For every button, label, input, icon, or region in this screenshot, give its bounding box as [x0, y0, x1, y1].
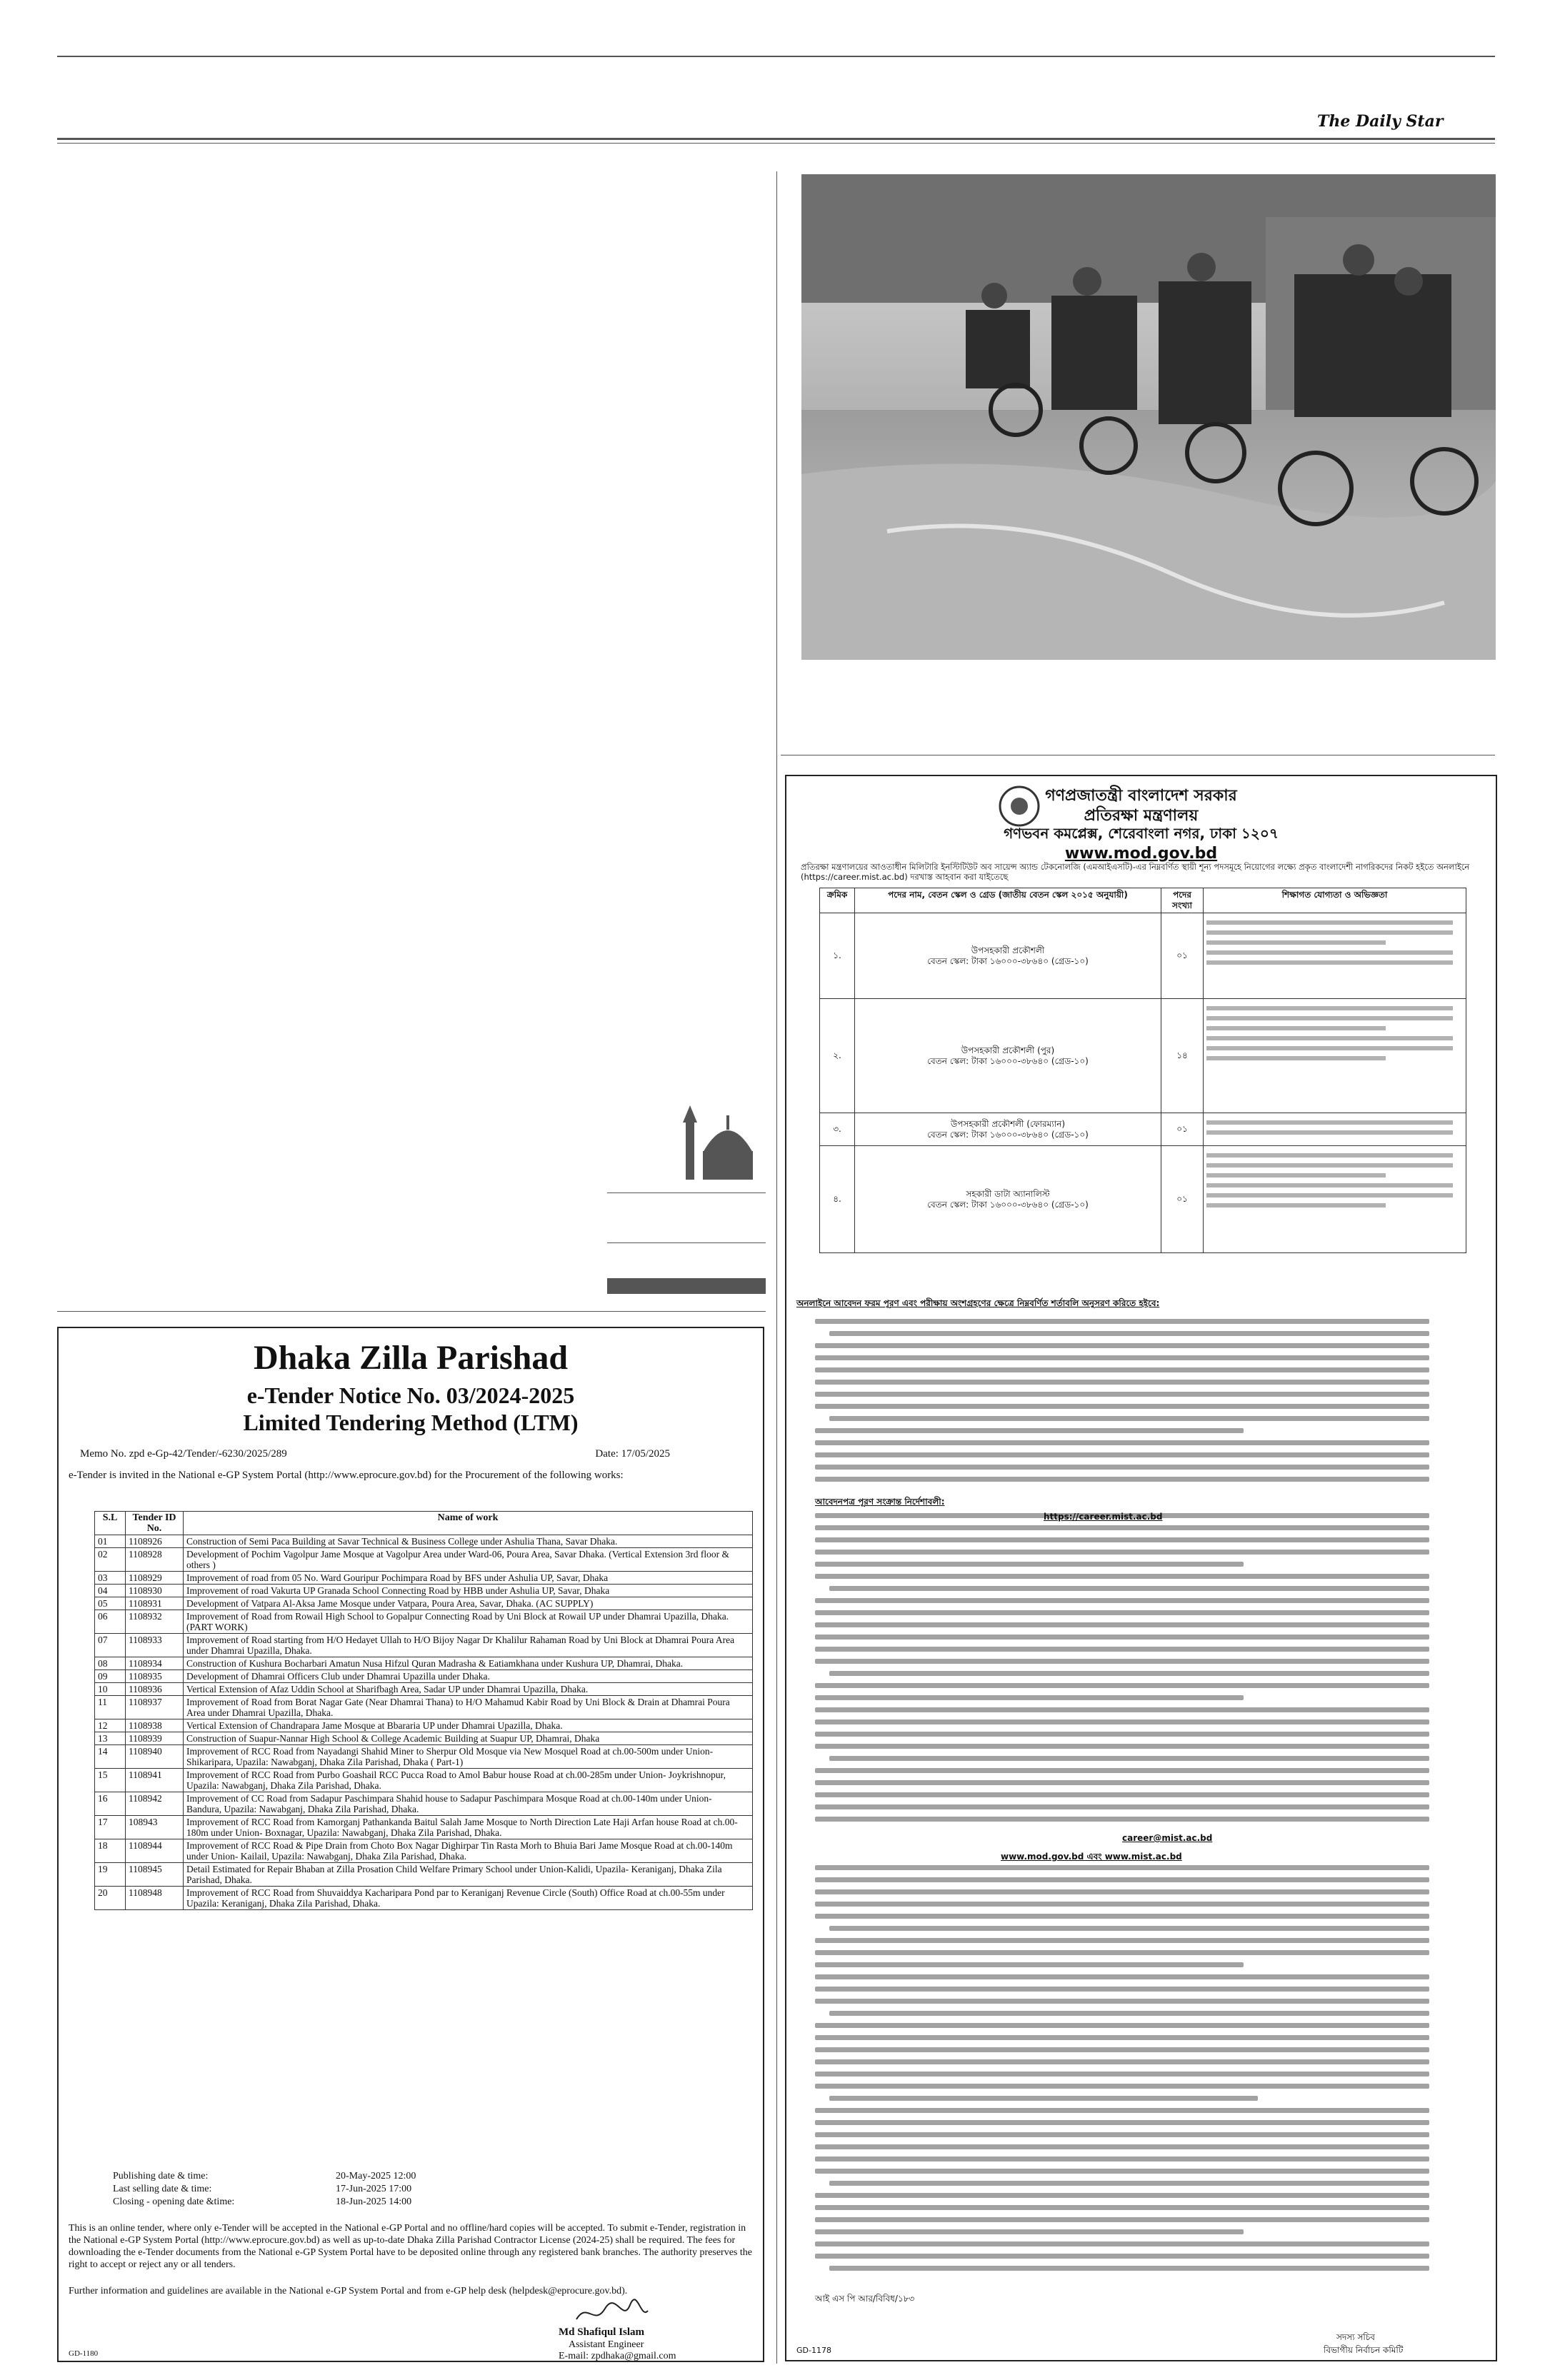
text-line: [1206, 1193, 1453, 1197]
text-line: [815, 1877, 1429, 1882]
text-line: [815, 1343, 1429, 1348]
post-name: উপসহকারী প্রকৌশলী (ফোরম্যান): [950, 1118, 1066, 1129]
cell-id: 1108945: [126, 1863, 184, 1887]
tender-notice: [57, 1327, 764, 2362]
text-line: [815, 1974, 1429, 1979]
cell-sl: 05: [95, 1597, 126, 1610]
text-line: [815, 2229, 1244, 2234]
tender-table: [94, 1511, 753, 1910]
text-line: [815, 2193, 1429, 2198]
post-row: [820, 913, 1466, 999]
table-row: [95, 1634, 753, 1657]
text-line: [815, 1622, 1429, 1627]
govt-sign1: সদস্য সচিব: [1336, 2332, 1375, 2342]
news-photo: [801, 174, 1496, 660]
cell-id: 1108937: [126, 1696, 184, 1719]
contact-email: career@mist.ac.bd: [1122, 1833, 1213, 1843]
dark-bar: [607, 1278, 766, 1294]
table-row: [95, 1887, 753, 1910]
text-line: [815, 1550, 1429, 1555]
text-line: [815, 2254, 1429, 2259]
cell-work: Development of Dhamrai Officers Club under Dhamrai Upazilla under Dhaka.: [184, 1670, 753, 1683]
text-line: [815, 2108, 1429, 2113]
text-line: [815, 1902, 1429, 1907]
table-row: [95, 1769, 753, 1792]
text-line: [815, 1659, 1429, 1664]
col-sl: S.L: [95, 1512, 126, 1535]
text-line: [815, 1987, 1429, 1992]
text-line: [829, 1331, 1429, 1336]
cell-work: Improvement of CC Road from Sadapur Paschimpara Shahid house to Sadapur Paschimpara Mosque Road at ch.00-140m under Union- Bandura, Upazila: Nawabganj, Dhaka Zila Parishad, Dhaka.: [184, 1792, 753, 1816]
column-divider: [776, 171, 777, 2364]
text-line: [829, 1586, 1429, 1591]
signer-name: Md Shafiqul Islam: [559, 2326, 645, 2338]
text-line: [1206, 1130, 1453, 1135]
signer-title: Assistant Engineer: [569, 2339, 644, 2350]
text-line: [815, 1707, 1429, 1712]
post-scale: বেতন স্কেল: টাকা ১৬০০০-৩৮৬৪০ (গ্রেড-১০): [927, 1199, 1089, 1210]
govt-recruitment-ad: [785, 775, 1497, 2361]
cell-work: Construction of Kushura Bocharbari Amatun Nusa Hifzul Quran Madrasha & Eatiamkhana under Kushura UP, Dhamrai, Dhaka.: [184, 1657, 753, 1670]
text-line: [829, 2011, 1429, 2016]
text-line: [815, 2084, 1429, 2089]
text-line: [815, 1683, 1429, 1688]
post-name: উপসহকারী প্রকৌশলী (পুর): [961, 1045, 1055, 1055]
cell-sl: 15: [95, 1769, 126, 1792]
table-row: [95, 1816, 753, 1839]
last-selling-value: 17-Jun-2025 17:00: [336, 2184, 412, 2194]
post-count: ১৪: [1161, 999, 1204, 1113]
text-line: [815, 1355, 1429, 1360]
cell-work: Improvement of road Vakurta UP Granada School Connecting Road by HBB under Ashulia UP, Savar, Dhaka: [184, 1585, 753, 1597]
mosque-logo: [681, 1101, 757, 1180]
tender-notice-no: e-Tender Notice No. 03/2024-2025: [246, 1382, 575, 1408]
publishing-label: Publishing date & time:: [113, 2171, 209, 2181]
tender-method: Limited Tendering Method (LTM): [243, 1410, 579, 1435]
text-line: [815, 1647, 1429, 1652]
cell-id: 1108944: [126, 1839, 184, 1863]
cell-work: Improvement of Road from Rowail High School to Gopalpur Connecting Road by Uni Block at Rowail UP under Dhamrai Upazilla, Dhaka. (PART WORK): [184, 1610, 753, 1634]
text-line: [1206, 1183, 1453, 1188]
text-line: [815, 1889, 1429, 1894]
cell-sl: 11: [95, 1696, 126, 1719]
cell-sl: 07: [95, 1634, 126, 1657]
masthead: The Daily Star: [1317, 112, 1444, 131]
text-line: [815, 1732, 1429, 1737]
cell-id: 1108935: [126, 1670, 184, 1683]
cell-id: 1108941: [126, 1769, 184, 1792]
text-line: [815, 1574, 1429, 1579]
post-qualification: [1204, 1113, 1466, 1146]
section-rule: [57, 1311, 766, 1312]
text-line: [815, 2047, 1429, 2052]
text-line: [815, 2120, 1429, 2125]
closing-value: 18-Jun-2025 14:00: [336, 2196, 412, 2207]
text-line: [829, 1926, 1429, 1931]
post-row: [820, 1113, 1466, 1146]
table-row: [95, 1597, 753, 1610]
cell-work: Development of Pochim Vagolpur Jame Mosque at Vagolpur Area under Ward-06, Poura Area, Savar Dhaka. (Vertical Extension 3rd floor & others ): [184, 1548, 753, 1572]
text-line: [815, 1865, 1429, 1870]
text-line: [1206, 960, 1453, 965]
cell-sl: 03: [95, 1572, 126, 1585]
text-line: [829, 1416, 1429, 1421]
post-count: ০১: [1161, 913, 1204, 999]
cell-id: 1108933: [126, 1634, 184, 1657]
text-line: [815, 1950, 1429, 1955]
text-line: [815, 2023, 1429, 2028]
cell-id: 1108932: [126, 1610, 184, 1634]
table-row: [95, 1683, 753, 1696]
text-line: [815, 1404, 1429, 1409]
text-line: [815, 1768, 1429, 1773]
tender-date: Date: 17/05/2025: [595, 1448, 670, 1460]
cell-sl: 01: [95, 1535, 126, 1548]
cell-work: Vertical Extension of Afaz Uddin School at Sharifbagh Area, Sadar UP under Dhamrai Upazilla, Dhaka.: [184, 1683, 753, 1696]
text-line: [1206, 1036, 1453, 1040]
cell-id: 1108931: [126, 1597, 184, 1610]
text-line: [815, 1319, 1429, 1324]
text-line: [1206, 1153, 1453, 1158]
text-line: [1206, 1006, 1453, 1010]
cell-sl: 12: [95, 1719, 126, 1732]
text-line: [815, 1465, 1429, 1470]
govt-line1: গণপ্রজাতন্ত্রী বাংলাদেশ সরকার: [1045, 787, 1237, 805]
cell-work: Vertical Extension of Chandrapara Jame Mosque at Bbararia UP under Dhamrai Upazilla, Dhaka.: [184, 1719, 753, 1732]
signer-email: E-mail: zpdhaka@gmail.com: [559, 2351, 676, 2361]
cell-work: Improvement of RCC Road from Purbo Goashail RCC Pucca Road to Amol Babur house Road at ch.00-285m under Union- Joykrishnopur, Upazila: Nawabganj, Dhaka Zila Parishad, Dhaka.: [184, 1769, 753, 1792]
table-row: [95, 1535, 753, 1548]
text-line: [815, 1719, 1429, 1724]
table-row: [95, 1572, 753, 1585]
cell-id: 1108926: [126, 1535, 184, 1548]
cell-sl: 04: [95, 1585, 126, 1597]
cell-sl: 17: [95, 1816, 126, 1839]
text-line: [815, 2217, 1429, 2222]
top-rule: [57, 56, 1495, 57]
post-count: ০১: [1161, 1113, 1204, 1146]
text-line: [815, 1440, 1429, 1445]
text-line: [1206, 1203, 1386, 1207]
col-tender-id: Tender ID No.: [126, 1512, 184, 1535]
text-line: [815, 2035, 1429, 2040]
text-line: [815, 1817, 1429, 1822]
table-row: [95, 1657, 753, 1670]
text-line: [829, 1671, 1429, 1676]
post-name-cell: [855, 1146, 1161, 1253]
text-line: [829, 2096, 1258, 2101]
col-serial: ক্রমিক: [820, 888, 855, 913]
post-serial: ১.: [820, 913, 855, 999]
text-line: [815, 1562, 1244, 1567]
tender-org: Dhaka Zilla Parishad: [253, 1339, 569, 1377]
cell-id: 1108939: [126, 1732, 184, 1745]
cell-sl: 13: [95, 1732, 126, 1745]
text-line: [815, 1635, 1429, 1640]
text-line: [815, 2205, 1429, 2210]
cell-sl: 16: [95, 1792, 126, 1816]
text-line: [829, 2266, 1429, 2271]
text-line: [815, 1452, 1429, 1457]
text-line: [1206, 1173, 1386, 1178]
cell-work: Improvement of Road from Borat Nagar Gate (Near Dhamrai Thana) to H/O Mahamud Kabir Road by Uni Block & Drain at Dhamrai Poura Area under Dhamrai Upazilla, Dhaka.: [184, 1696, 753, 1719]
text-line: [815, 2059, 1429, 2064]
table-row: [95, 1585, 753, 1597]
text-line: [815, 2156, 1429, 2161]
post-scale: বেতন স্কেল: টাকা ১৬০০০-৩৮৬৪০ (গ্রেড-১০): [927, 955, 1089, 966]
text-line: [1206, 1026, 1386, 1030]
text-line: [829, 1756, 1429, 1761]
text-line: [815, 1428, 1244, 1433]
govt-line3: গণভবন কমপ্লেক্স, শেরেবাংলা নগর, ঢাকা ১২০৭: [1004, 825, 1279, 842]
last-selling-label: Last selling date & time:: [113, 2184, 212, 2194]
post-row: [820, 1146, 1466, 1253]
cell-work: Improvement of road from 05 No. Ward Gouripur Pochimpara Road by BFS under Ashulia UP, Savar, Dhaka: [184, 1572, 753, 1585]
text-line: [815, 1780, 1429, 1785]
cell-sl: 20: [95, 1887, 126, 1910]
text-line: [815, 1525, 1429, 1530]
text-line: [1206, 930, 1453, 935]
post-scale: বেতন স্কেল: টাকা ১৬০০০-৩৮৬৪০ (গ্রেড-১০): [927, 1129, 1089, 1140]
cell-sl: 10: [95, 1683, 126, 1696]
col-count: পদের সংখ্যা: [1161, 888, 1204, 913]
portal-link: https://career.mist.ac.bd: [1044, 1512, 1163, 1522]
text-line: [1206, 1120, 1453, 1125]
text-line: [815, 1792, 1429, 1797]
text-line: [815, 1962, 1244, 1967]
signature: [573, 2298, 651, 2326]
cell-sl: 14: [95, 1745, 126, 1769]
cell-id: 1108930: [126, 1585, 184, 1597]
cell-id: 1108928: [126, 1548, 184, 1572]
text-line: [815, 1938, 1429, 1943]
text-line: [815, 1537, 1429, 1542]
post-serial: ২.: [820, 999, 855, 1113]
header-rule-2: [57, 143, 1495, 144]
table-row: [95, 1839, 753, 1863]
post-qualification: [1204, 1146, 1466, 1253]
text-line: [815, 1914, 1429, 1919]
post-serial: ৩.: [820, 1113, 855, 1146]
text-line: [815, 1744, 1429, 1749]
text-line: [815, 1367, 1429, 1372]
text-line: [815, 2241, 1429, 2246]
post-row: [820, 999, 1466, 1113]
post-count: ০১: [1161, 1146, 1204, 1253]
cell-work: Improvement of Road starting from H/O Hedayet Ullah to H/O Bijoy Nagar Dr Khalilur Rahaman Road by Uni Block at Dhamrai Poura Area under Dhamrai Upazilla, Dhaka.: [184, 1634, 753, 1657]
post-scale: বেতন স্কেল: টাকা ১৬০০০-৩৮৬৪০ (গ্রেড-১০): [927, 1055, 1089, 1066]
post-qualification: [1204, 999, 1466, 1113]
box-rule-2: [607, 1242, 766, 1243]
text-line: [815, 1477, 1429, 1482]
tender-gd: GD-1180: [69, 2349, 99, 2358]
cell-sl: 08: [95, 1657, 126, 1670]
table-row: [95, 1732, 753, 1745]
header-rule: [57, 138, 1495, 140]
post-name-cell: [855, 913, 1161, 999]
text-line: [1206, 950, 1453, 955]
online-heading: আবেদনপত্র পূরণ সংক্রান্ত নির্দেশাবলী:: [815, 1497, 945, 1507]
table-row: [95, 1863, 753, 1887]
cell-id: 1108942: [126, 1792, 184, 1816]
text-line: [1206, 1056, 1386, 1060]
cell-id: 1108934: [126, 1657, 184, 1670]
post-qualification: [1204, 913, 1466, 999]
cell-sl: 18: [95, 1839, 126, 1863]
closing-label: Closing - opening date &time:: [113, 2196, 235, 2207]
text-line: [1206, 1163, 1453, 1168]
post-name-cell: [855, 1113, 1161, 1146]
govt-intro: প্রতিরক্ষা মন্ত্রণালয়ের আওতাধীন মিলিটারি ইনস্টিটিউট অব সায়েন্স অ্যান্ড টেকনোলজি (এমআইএসটি)-এর নিম্নবর্ণিত স্থায়ী শূন্য পদসমূহে নিয়োগের লক্ষ্যে প্রকৃত বাংলাদেশী নাগরিকদের নিকট হইতে অনলাইনে (https://career.mist.ac.bd) দরখাস্ত আহবান করা যাইতেছে: [801, 862, 1470, 882]
cell-work: Improvement of RCC Road from Nayadangi Shahid Miner to Sherpur Old Mosque via New Mosquel Road at ch.00-500m under Union- Shikaripara, Upazila: Nawabganj, Dhaka Zila Parishad, Dhaka ( Part-1): [184, 1745, 753, 1769]
cell-id: 1108948: [126, 1887, 184, 1910]
cell-id: 108943: [126, 1816, 184, 1839]
websites: www.mod.gov.bd এবং www.mist.ac.bd: [1001, 1852, 1182, 1862]
govt-website: www.mod.gov.bd: [1064, 845, 1218, 863]
cell-work: Improvement of RCC Road from Kamorganj Pathankanda Baitul Salah Jame Mosque to North Direction Late Haji Arfan house Road at ch.00-180m under Union- Boxnagar, Upazila: Nawabganj, Dhaka Zila Parishad, Dhaka.: [184, 1816, 753, 1839]
table-row: [95, 1670, 753, 1683]
post-name: উপসহকারী প্রকৌশলী: [971, 945, 1045, 955]
tender-para1: This is an online tender, where only e-Tender will be accepted in the National e-GP Portal and no offline/hard copies will be accepted. To submit e-Tender, registration in the National e-GP System Portal (http://www.eprocure.gov.bd) as well as up-to-date Dhaka Zilla Parishad Contractor License (2024-25) shall be required. The fees for downloading the e-Tender documents from the National e-GP System Portal have to be deposited online through any registered bank branches. The authority preserves the right to accept or reject any or all tenders.: [69, 2223, 752, 2270]
post-name: সহকারী ডাটা অ্যানালিস্ট: [966, 1188, 1050, 1199]
text-line: [815, 1999, 1429, 2004]
text-line: [815, 1695, 1244, 1700]
cell-work: Development of Vatpara Al-Aksa Jame Mosque under Vatpara, Poura Area, Savar, Dhaka. (AC SUPPLY): [184, 1597, 753, 1610]
table-row: [95, 1719, 753, 1732]
section-heading: অনলাইনে আবেদন ফরম পূরণ এবং পরীক্ষায় অংশগ্রহণের ক্ষেত্রে নিম্নবর্ণিত শর্তাবলি অনুসরণ করিতে হইবে:: [796, 1298, 1160, 1308]
post-serial: ৪.: [820, 1146, 855, 1253]
text-line: [815, 2169, 1429, 2174]
col-work: Name of work: [184, 1512, 753, 1535]
cell-work: Improvement of RCC Road from Shuvaiddya Kacharipara Pond par to Keraniganj Revenue Circle (South) Office Road at ch.00-55m under Upazila: Keraniganj, Dhaka Zila Parishad, Dhaka.: [184, 1887, 753, 1910]
text-line: [815, 1598, 1429, 1603]
post-name-cell: [855, 999, 1161, 1113]
cell-id: 1108938: [126, 1719, 184, 1732]
table-row: [95, 1792, 753, 1816]
govt-ref: আই এস পি আর/বিবিধ/১৮৩: [815, 2294, 915, 2304]
cell-id: 1108929: [126, 1572, 184, 1585]
text-line: [815, 2132, 1429, 2137]
govt-sign2: বিভাগীয় নির্বাচন কমিটি: [1324, 2345, 1404, 2355]
cell-sl: 02: [95, 1548, 126, 1572]
text-line: [1206, 1046, 1453, 1050]
publishing-value: 20-May-2025 12:00: [336, 2171, 416, 2181]
text-line: [1206, 920, 1453, 925]
text-line: [815, 1610, 1429, 1615]
cell-sl: 19: [95, 1863, 126, 1887]
govt-line2: প্রতিরক্ষা মন্ত্রণালয়: [1084, 807, 1199, 825]
text-line: [815, 2072, 1429, 2077]
table-row: [95, 1548, 753, 1572]
text-line: [829, 2181, 1429, 2186]
box-rule-1: [607, 1192, 766, 1193]
text-line: [1206, 940, 1386, 945]
text-line: [1206, 1016, 1453, 1020]
cell-work: Detail Estimated for Repair Bhaban at Zilla Prosation Child Welfare Primary School under Union-Kalidi, Upazila- Keraniganj, Dhaka Zila Parishad, Dhaka.: [184, 1863, 753, 1887]
posts-table: [819, 888, 1466, 1253]
govt-gd: GD-1178: [796, 2346, 831, 2355]
text-line: [815, 1380, 1429, 1385]
cell-sl: 09: [95, 1670, 126, 1683]
cell-work: Improvement of RCC Road & Pipe Drain from Choto Box Nagar Dighirpar Tin Rasta Morh to Bhuia Bari Jame Mosque Road at ch.00-140m under Union- Kailail, Upazila: Nawabganj, Dhaka Zila Parishad, Dhaka.: [184, 1839, 753, 1863]
text-line: [815, 2144, 1429, 2149]
tender-memo: Memo No. zpd e-Gp-42/Tender/-6230/2025/289: [80, 1448, 287, 1460]
cell-sl: 06: [95, 1610, 126, 1634]
col-qualification: শিক্ষাগত যোগ্যতা ও অভিজ্ঞতা: [1204, 888, 1466, 913]
cell-work: Construction of Suapur-Nannar High School & College Academic Building at Suapur UP, Dhamrai, Dhaka: [184, 1732, 753, 1745]
tender-para2: Further information and guidelines are available in the National e-GP System Portal and from e-GP help desk (helpdesk@eprocure.gov.bd).: [69, 2286, 628, 2296]
text-line: [815, 1804, 1429, 1809]
tender-intro: e-Tender is invited in the National e-GP System Portal (http://www.eprocure.gov.bd) for the Procurement of the following works:: [69, 1470, 624, 1481]
cell-id: 1108936: [126, 1683, 184, 1696]
table-row: [95, 1696, 753, 1719]
table-row: [95, 1745, 753, 1769]
col-post: পদের নাম, বেতন স্কেল ও গ্রেড (জাতীয় বেতন স্কেল ২০১৫ অনুযায়ী): [855, 888, 1161, 913]
table-row: [95, 1610, 753, 1634]
cell-id: 1108940: [126, 1745, 184, 1769]
text-line: [815, 1392, 1429, 1397]
cell-work: Construction of Semi Paca Building at Savar Technical & Business College under Ashulia Thana, Savar Dhaka.: [184, 1535, 753, 1548]
